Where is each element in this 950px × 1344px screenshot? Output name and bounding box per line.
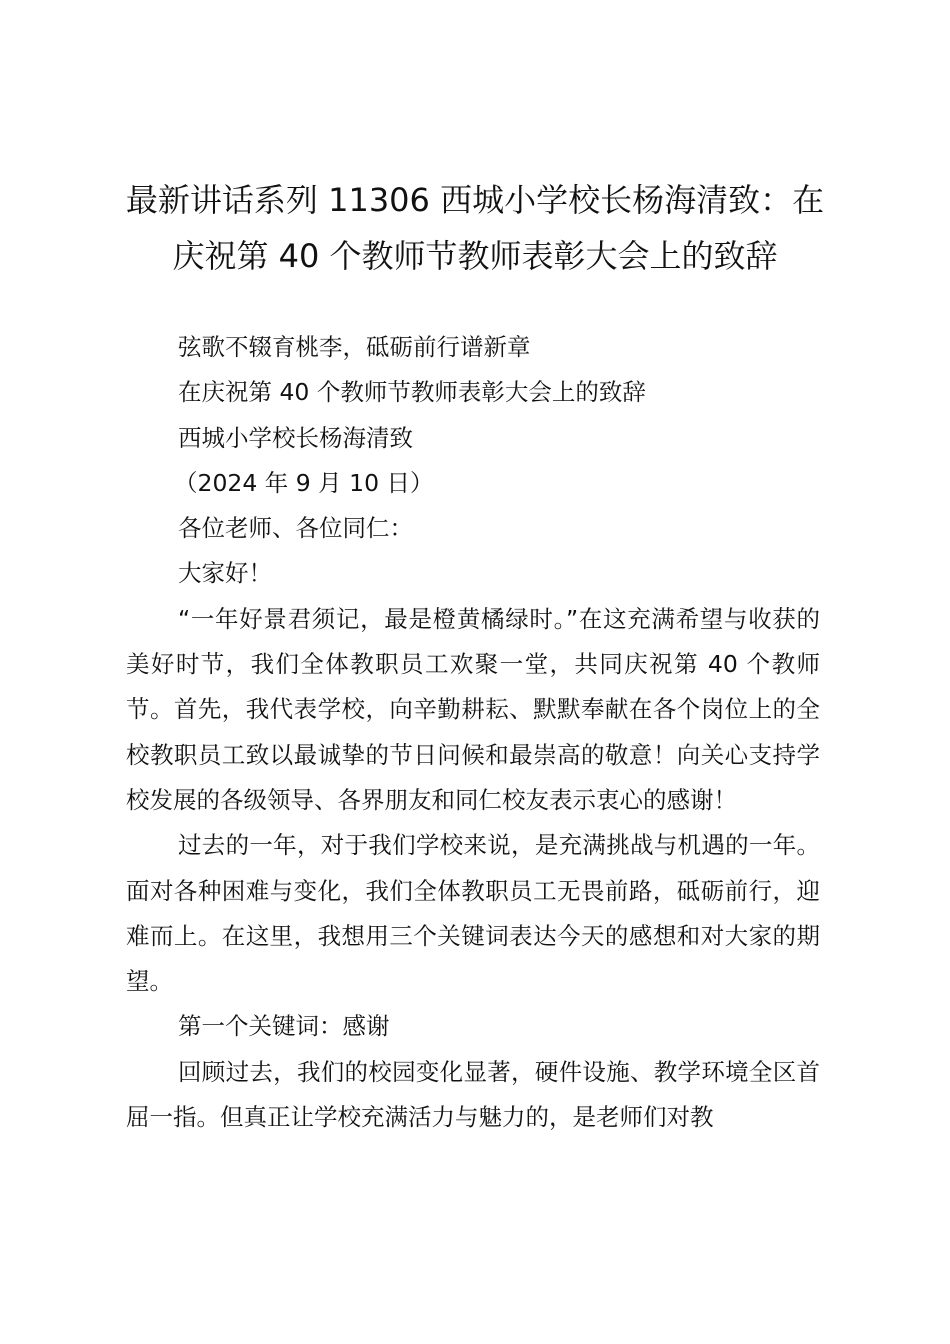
paragraph-date: （2024 年 9 月 10 日）	[174, 468, 434, 497]
paragraph-occasion: 在庆祝第 40 个教师节教师表彰大会上的致辞	[178, 378, 646, 407]
paragraph-keyword-heading: 第一个关键词：感谢	[178, 1012, 390, 1041]
document-title: 最新讲话系列 11306 西城小学校长杨海清致：在庆祝第 40 个教师节教师表彰大会上的致辞	[125, 181, 825, 275]
document-body	[126, 325, 820, 1140]
paragraph-opening: “一年好景君须记，最是橙黄橘绿时。”在这充满希望与收获的美好时节，我们全体教职员工欢聚一堂，共同庆祝第 40 个教师节。首先，我代表学校，向辛勤耕耘、默默奉献在各个岗位上的全校教职员工致以最诚挚的节日问候和最崇高的敬意！向关心支持学校发展的各级领导、各界朋友和同仁校友表示衷心的感谢！	[126, 604, 820, 814]
paragraph-review: 过去的一年，对于我们学校来说，是充满挑战与机遇的一年。面对各种困难与变化，我们全体教职员工无畏前路，砥砺前行，迎难而上。在这里，我想用三个关键词表达今天的感想和对大家的期望。	[126, 831, 820, 996]
paragraph-greeting: 大家好！	[178, 559, 272, 588]
paragraph-thanks: 回顾过去，我们的校园变化显著，硬件设施、教学环境全区首屈一指。但真正让学校充满活力与魅力的，是老师们对教	[126, 1057, 820, 1132]
paragraph-salutation: 各位老师、各位同仁：	[178, 514, 413, 543]
paragraph-subtitle: 弦歌不辍育桃李，砥砺前行谱新章	[178, 333, 531, 361]
paragraph-speaker: 西城小学校长杨海清致	[178, 423, 413, 452]
